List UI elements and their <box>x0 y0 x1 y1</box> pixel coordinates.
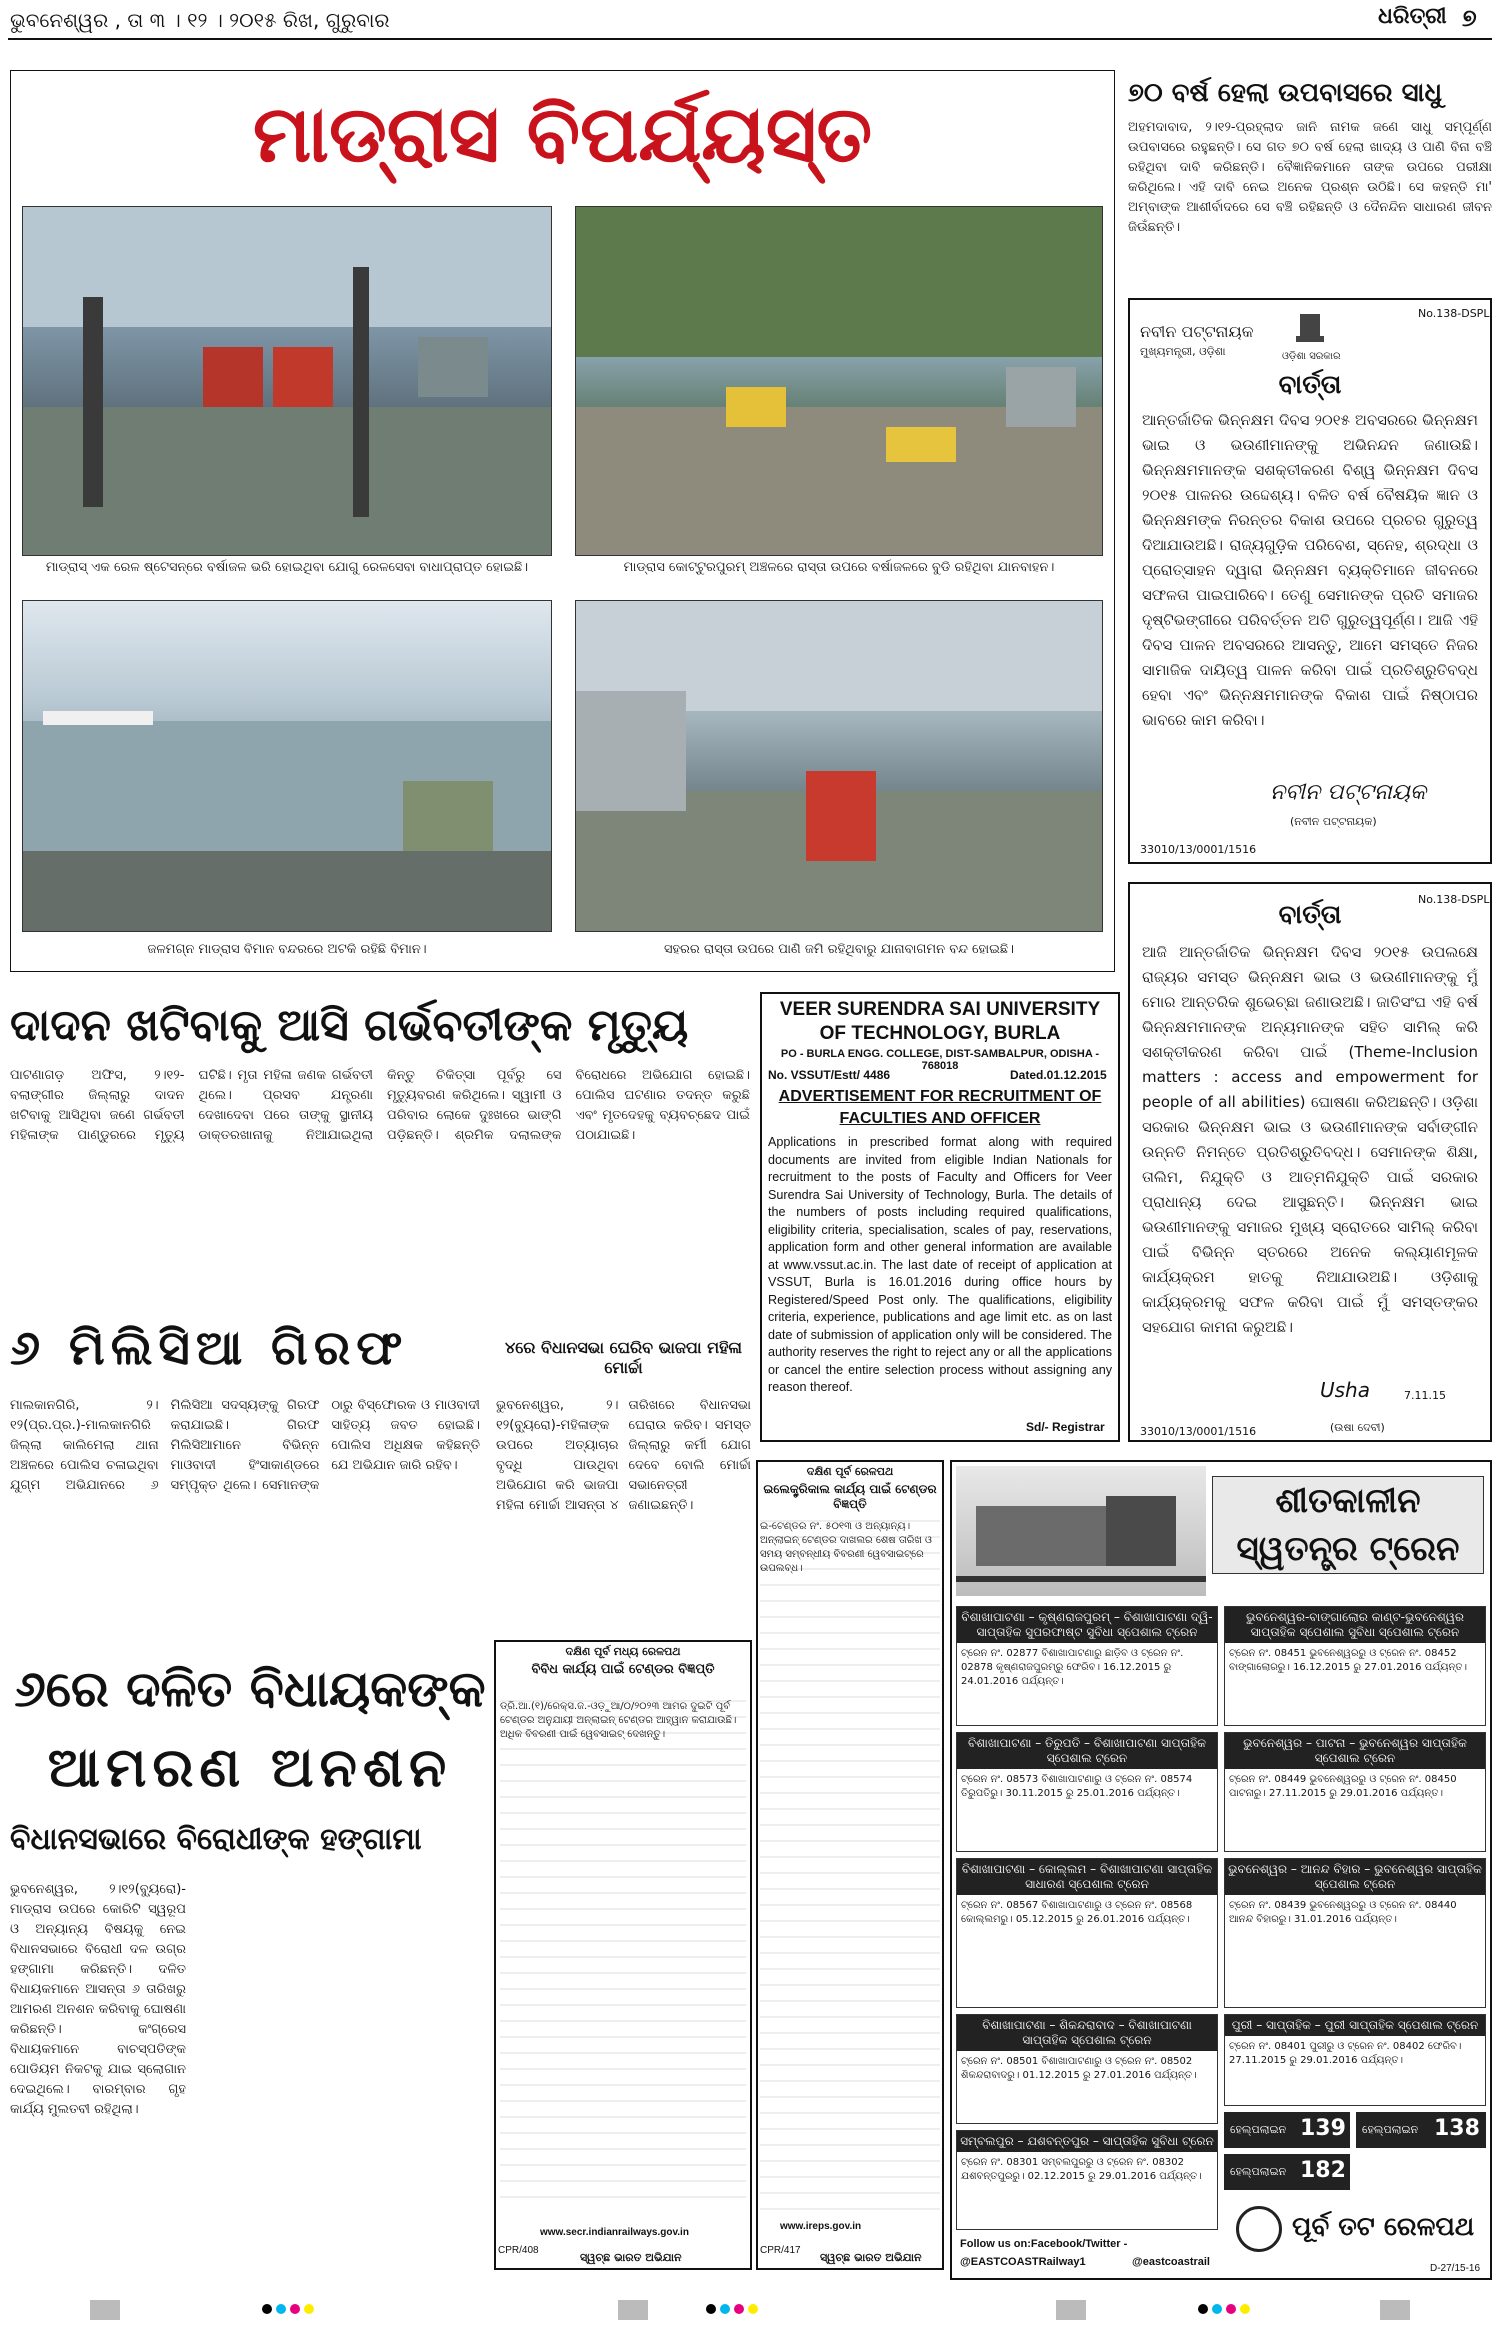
registration-dot <box>734 2304 744 2314</box>
train-route-text: ଟ୍ରେନ ନଂ. 08451 ଭୁବନେଶ୍ୱରରୁ ଓ ଟ୍ରେନ ନଂ. 08452 ବାଙ୍ଗାଲୋରରୁ। 16.12.2015 ରୁ 27.01.2016 ପର୍ଯ୍ୟନ୍ତ। <box>1229 1648 1468 1673</box>
bjp-headline: ୪ରେ ବିଧାନସଭା ଘେରିବ ଭାଜପା ମହିଳା ମୋର୍ଚ୍ଚା <box>504 1338 743 1377</box>
train-route-card <box>956 1858 1218 2008</box>
vssut-date: Dated.01.12.2015 <box>1010 1068 1107 1082</box>
tender1-title: ବିବିଧ କାର୍ଯ୍ୟ ପାଇଁ ଟେଣ୍ଡର ବିଜ୍ଞପ୍ତି <box>531 1662 715 1677</box>
dalit-headline-1: ୬ରେ ଦଳିତ ବିଧାୟକଙ୍କ <box>14 1660 486 1718</box>
registration-bar-mid <box>618 2300 648 2320</box>
tender1-body: ଡ୍ରି.ଆ.(୧)/ରେକ୍ସ.ଜ.-ଓଡ଼ୁଆ/୦/୨୦୨୩ ଆମର ଦୁଇଟି ପୂର୍ବ ଟେଣ୍ଡର ଅନୁଯାୟୀ ଅନ୍ଲାଇନ୍ ଟେଣ୍ଡର ଆହ୍ୱାନ କରାଯାଉଛି। ଅଧିକ ବିବରଣୀ ପାଇଁ ୱେବସାଇଟ୍ ଦେଖନ୍ତୁ। <box>500 1700 746 2200</box>
vssut-address: PO - BURLA ENGG. COLLEGE, DIST-SAMBALPUR, ODISHA - 768018 <box>780 1048 1100 1072</box>
header-rule <box>8 38 1492 40</box>
photo-vehicles-graphic <box>576 207 1103 556</box>
train-route-name: ବିଶାଖାପାଟଣା – ତିରୁପତି – ବିଶାଖାପାଟଣା ସାପ୍ତାହିକ ସ୍ପେଶାଲ ଟ୍ରେନ <box>957 1733 1217 1769</box>
train-route-text: ଟ୍ରେନ ନଂ. 08301 ସମ୍ବଲପୁରରୁ ଓ ଟ୍ରେନ ନଂ. 08302 ଯଶବନ୍ତପୁରରୁ। 02.12.2015 ରୁ 29.01.2016 ପର୍ଯ୍ୟନ୍ତ। <box>961 2157 1202 2182</box>
registration-dot <box>1240 2304 1250 2314</box>
train-photo <box>956 1466 1206 1596</box>
masthead-brand: ଧରିତ୍ରୀ <box>1378 4 1447 29</box>
notice1-body: ଆନ୍ତର୍ଜାତିକ ଭିନ୍ନକ୍ଷମ ଦିବସ ୨୦୧୫ ଅବସରରେ ଭିନ୍ନକ୍ଷମ ଭାଇ ଓ ଭଉଣୀମାନଙ୍କୁ ଅଭିନନ୍ଦନ ଜଣାଉଛି। ଭିନ୍ନକ୍ଷମମାନଙ୍କ ସଶକ୍ତୀକରଣ ବିଶ୍ୱ ଭିନ୍ନକ୍ଷମ ଦିବସ ୨୦୧୫ ପାଳନର ଉଦ୍ଦେଶ୍ୟ। ବଳିତ ବର୍ଷ ବୈଷୟିକ ଜ୍ଞାନ ଓ ଭିନ୍ନକ୍ଷମଙ୍କ ନିରନ୍ତର ବିକାଶ ଉପରେ ପ୍ରଚର ଗୁରୁତ୍ୱ ଦିଆଯାଉଅଛି। ରାଜ୍ୟଗୁଡ଼ିକ ପରିବେଶ, ସ୍ନେହ, ଶ୍ରଦ୍ଧା ଓ ପ୍ରୋତ୍ସାହନ ଦ୍ୱାରା ଭିନ୍ନକ୍ଷମ ବ୍ୟକ୍ତିମାନେ ଜୀବନରେ ସଫଳତା ପାଇପାରିବେ। ତେଣୁ ସେମାନଙ୍କ ପ୍ରତି ସମାଜର ଦୃଷ୍ଟିଭଙ୍ଗୀରେ ପରିବର୍ତ୍ତନ ଅତି ଗୁରୁତ୍ୱପୂର୍ଣ୍ଣ। ଆଜି ଏହି ଦିବସ ପାଳନ ଅବସରରେ ଆସନ୍ତୁ, ଆମେ ସମସ୍ତେ ନିଜର ସାମାଜିକ ଦାୟିତ୍ୱ ପାଳନ କରିବା ପାଇଁ ପ୍ରତିଶ୍ରୁତିବଦ୍ଧ ହେବା ଏବଂ ଭିନ୍ନକ୍ଷମମାନଙ୍କ ବିକାଶ ପାଇଁ ନିଷ୍ଠାପର ଭାବରେ କାମ କରିବା। <box>1142 411 1478 729</box>
photo-submerged-vehicles <box>575 206 1103 556</box>
notice2-code: No.138-DSPL <box>1418 893 1490 906</box>
registration-bar-right <box>1380 2300 1410 2320</box>
helpline-138-number: 138 <box>1434 2116 1480 2141</box>
tender1-org: ଦକ୍ଷିଣ ପୂର୍ବ ମଧ୍ୟ ରେଳପଥ <box>565 1645 681 1658</box>
photo-airport-graphic <box>23 601 552 932</box>
train-route-name: ବିଶାଖାପାଟଣା – କୃଷ୍ଣରାଜପୁରମ୍ – ବିଶାଖାପାଟଣା ଦ୍ୱି-ସାପ୍ତାହିକ ସୁପରଫାଷ୍ଟ ସୁବିଧା ସ୍ପେଶାଲ ଟ୍ରେନ <box>957 1607 1217 1643</box>
dalit-headline-2: ଆମରଣ ଅନଶନ <box>47 1736 453 1799</box>
train-route-text: ଟ୍ରେନ ନଂ. 08439 ଭୁବନେଶ୍ୱରରୁ ଓ ଟ୍ରେନ ନଂ. 08440 ଆନନ୍ଦ ବିହାରରୁ। 31.01.2016 ପର୍ଯ୍ୟନ୍ତ। <box>1229 1900 1457 1925</box>
train-route-name: ଭୁବନେଶ୍ୱର-ବାଙ୍ଗାଲୋର କାଣ୍ଟ-ଭୁବନେଶ୍ୱର ସାପ୍ତାହିକ ସ୍ପେଶାଲ ସୁବିଧା ସ୍ପେଶାଲ ଟ୍ରେନ <box>1225 1607 1485 1643</box>
photo-rail-station-graphic <box>23 207 552 556</box>
registration-bar-mid2 <box>1056 2300 1086 2320</box>
train-route-card <box>1224 1732 1486 1852</box>
train-route-text: ଟ୍ରେନ ନଂ. 08501 ବିଶାଖାପାଟଣାରୁ ଓ ଟ୍ରେନ ନଂ. 08502 ଶିକନ୍ଦରାବାଦରୁ। 01.12.2015 ରୁ 27.01.2016 ପର୍ଯ୍ୟନ୍ତ। <box>961 2056 1197 2081</box>
vssut-body: Applications in prescribed format along with required documents are invited from eligible Indian Nationals for recruitment to the posts of Faculty and Officers for Veer Surendra Sai University of Technology, Burla. The details of the numbers of posts including required qualifications, eligibility criteria, specialisation, scales of pay, reservations, application form and other general information are available at www.vssut.ac.in. The last date of receipt of application at VSSUT, Burla is 16.01.2016 during office hours by Registered/Speed Post only. The qualifications, eligibility criteria, experience, publications and age limit etc. as on last date of submission of application only will be considered. The authority reserves the right to reject any or all the applications or cancel the entire selection process without assigning any reason thereof. <box>768 1135 1112 1394</box>
train-handle-2: @eastcoastrail <box>1132 2256 1210 2268</box>
fast-story-headline: ୭୦ ବର୍ଷ ହେଲା ଉପବାସରେ ସାଧୁ <box>1128 78 1443 108</box>
registration-dot <box>262 2304 272 2314</box>
notice1-role: ମୁଖ୍ୟମନ୍ତ୍ରୀ, ଓଡ଼ିଶା <box>1140 345 1226 358</box>
photo-rail-station <box>22 206 552 556</box>
photo-airport <box>22 600 552 932</box>
registration-dot <box>720 2304 730 2314</box>
train-route-name: ସମ୍ବଲପୁର – ଯଶବନ୍ତପୁର – ସାପ୍ତାହିକ ସୁବିଧା ଟ୍ରେନ <box>957 2131 1217 2152</box>
vssut-university: VEER SURENDRA SAI UNIVERSITY OF TECHNOLOGY, BURLA <box>779 999 1101 1044</box>
train-route-text: ଟ୍ରେନ ନଂ. 08573 ବିଶାଖାପାଟଣାରୁ ଓ ଟ୍ରେନ ନଂ. 08574 ତିରୁପତିରୁ। 30.11.2015 ରୁ 25.01.2016 ପର୍ଯ୍ୟନ୍ତ। <box>961 1774 1193 1799</box>
bjp-body: ଭୁବନେଶ୍ୱର, ୨।୧୨(ବ୍ୟୁରୋ)-ମହିଳାଙ୍କ ଉପରେ ଅତ୍ୟାଚାର ବୃଦ୍ଧି ପାଉଥିବା ଅଭିଯୋଗ କରି ଭାଜପା ମହିଳା ମୋର୍ଚ୍ଚା ଆସନ୍ତା ୪ ତାରିଖରେ ବିଧାନସଭା ଘେରାଉ କରିବ। ସମସ୍ତ ଜିଲ୍ଲାରୁ କର୍ମୀ ଯୋଗ ଦେବେ ବୋଲି ମୋର୍ଚ୍ଚା ସଭାନେତ୍ରୀ ଜଣାଇଛନ୍ତି। <box>496 1398 751 1513</box>
helpline-139 <box>1224 2112 1350 2148</box>
helpline-182-label: ହେଲ୍ପଲାଇନ <box>1230 2165 1287 2178</box>
emblem-caption: ଓଡ଼ିଶା ସରକାର <box>1282 351 1341 362</box>
vssut-title: ADVERTISEMENT FOR RECRUITMENT OF FACULTIES AND OFFICER <box>778 1088 1102 1127</box>
page-number: ୭ <box>1462 4 1477 32</box>
tender2-body: ଇ-ଟେଣ୍ଡର ନଂ. ୫୦୧୩ ଓ ଅନ୍ୟାନ୍ୟ। ଅନ୍ଲାଇନ୍ ଟେଣ୍ଡର ଦାଖଲର ଶେଷ ତାରିଖ ଓ ସମୟ ସମ୍ବନ୍ଧୀୟ ବିବରଣୀ ୱେବସାଇଟ୍‌ରେ ଉପଲବ୍ଧ। <box>760 1520 940 2210</box>
train-route-card <box>956 2014 1218 2124</box>
train-route-card <box>1224 1606 1486 1726</box>
train-route-card <box>956 1606 1218 1726</box>
madras-headline: ମାଡ୍ରାସ ବିପର୍ଯ୍ୟସ୍ତ <box>252 90 873 180</box>
train-route-card <box>956 1732 1218 1852</box>
photo-street-graphic <box>576 601 1103 932</box>
helpline-139-number: 139 <box>1300 2116 1346 2141</box>
fast-story-body: ଅହମଦାବାଦ, ୨।୧୨-ପ୍ରହ୍ଲାଦ ଜାନି ନାମକ ଜଣେ ସାଧୁ ସମ୍ପୂର୍ଣ୍ଣ ଉପବାସରେ ରହୁଛନ୍ତି। ସେ ଗତ ୭୦ ବର୍ଷ ହେଲା ଖାଦ୍ୟ ଓ ପାଣି ବିନା ବଞ୍ଚି ରହିଥିବା ଦାବି କରିଛନ୍ତି। ବୈଜ୍ଞାନିକମାନେ ତାଙ୍କ ଉପରେ ପରୀକ୍ଷା କରିଥିଲେ। ଏହି ଦାବି ନେଇ ଅନେକ ପ୍ରଶ୍ନ ଉଠିଛି। ସେ କହନ୍ତି ମା' ଅମ୍ବାଙ୍କ ଆଶୀର୍ବାଦରେ ସେ ବଞ୍ଚି ରହିଛନ୍ତି ଓ ଦୈନନ୍ଦିନ ସାଧାରଣ ଜୀବନ ଜିଉଁଛନ୍ତି। <box>1128 120 1492 235</box>
train-route-name: ଭୁବନେଶ୍ୱର – ପାଟନା – ଭୁବନେଶ୍ୱର ସାପ୍ତାହିକ ସ୍ପେଶାଲ ଟ୍ରେନ <box>1225 1733 1485 1769</box>
tender1-slogan: ସ୍ୱଚ୍ଛ ଭାରତ ଅଭିଯାନ <box>580 2251 682 2264</box>
train-org: ପୂର୍ବ ତଟ ରେଳପଥ <box>1292 2212 1475 2242</box>
dalit-subhead: ବିଧାନସଭାରେ ବିରୋଧୀଙ୍କ ହଙ୍ଗାମା <box>10 1822 422 1857</box>
train-route-name: ବିଶାଖାପାଟଣା – କୋଲ୍ଲମ – ବିଶାଖାପାଟଣା ସାପ୍ତାହିକ ସାଧାରଣ ସ୍ପେଶାଲ ଟ୍ରେନ <box>957 1859 1217 1895</box>
registration-dot <box>1198 2304 1208 2314</box>
registration-dot <box>290 2304 300 2314</box>
train-icon <box>956 1466 1206 1596</box>
notice1-signature: ନବୀନ ପଟ୍ଟନାୟକ <box>1270 780 1427 805</box>
notice1-sign-caption: (ନବୀନ ପଟ୍ଟନାୟକ) <box>1290 815 1377 828</box>
notice2-signature: Usha <box>1320 1378 1370 1402</box>
notice2-title: ବାର୍ତ୍ତା <box>1278 900 1342 930</box>
notice2-sign-date: 7.11.15 <box>1404 1389 1446 1402</box>
train-handle: @EASTCOASTRailway1 <box>960 2256 1086 2268</box>
tender2-web: www.ireps.gov.in <box>780 2221 862 2232</box>
registration-dot <box>276 2304 286 2314</box>
caption-rail-station: ମାଡ୍ରାସ୍‌ ଏକ ରେଳ ଷ୍ଟେସନ୍‌ରେ ବର୍ଷାଜଳ ଭରି ହୋଇଥିବା ଯୋଗୁ ରେଳସେବା ବାଧାପ୍ରାପ୍ତ ହୋଇଛି। <box>45 560 529 575</box>
tender2-title: ଇଲେକ୍ଟ୍ରିକାଲ କାର୍ଯ୍ୟ ପାଇଁ ଟେଣ୍ଡର ବିଜ୍ଞପ୍ତି <box>763 1482 937 1511</box>
train-route-text: ଟ୍ରେନ ନଂ. 08567 ବିଶାଖାପାଟଣାରୁ ଓ ଟ୍ରେନ ନଂ. 08568 କୋଲ୍ଲମରୁ। 05.12.2015 ରୁ 26.01.2016 ପର୍ଯ୍ୟନ୍ତ। <box>961 1900 1193 1925</box>
dalit-body: ଭୁବନେଶ୍ୱର, ୨।୧୨(ବ୍ୟୁରୋ)- ମାଡ୍ରାସ ଉପରେ କୋରିଟି ସ୍ୱରୂପ ଓ ଅନ୍ୟାନ୍ୟ ବିଷୟକୁ ନେଇ ବିଧାନସଭାରେ ବିରୋଧୀ ଦଳ ଉଗ୍ର ହଙ୍ଗାମା କରିଛନ୍ତି। ଦଳିତ ବିଧାୟକମାନେ ଆସନ୍ତା ୬ ତାରିଖରୁ ଆମରଣ ଅନଶନ କରିବାକୁ ଘୋଷଣା କରିଛନ୍ତି। କଂଗ୍ରେସ ବିଧାୟକମାନେ ବାଚସ୍ପତିଙ୍କ ପୋଡିୟମ ନିକଟକୁ ଯାଇ ସ୍ଲୋଗାନ ଦେଇଥିଲେ। ବାରମ୍ବାର ଗୃହ କାର୍ଯ୍ୟ ମୁଲତବୀ ରହିଥିଲା। <box>10 1882 186 2117</box>
train-route-name: ଭୁବନେଶ୍ୱର – ଆନନ୍ଦ ବିହାର – ଭୁବନେଶ୍ୱର ସାପ୍ତାହିକ ସ୍ପେଶାଲ ଟ୍ରେନ <box>1225 1859 1485 1895</box>
registration-dot <box>1212 2304 1222 2314</box>
notice1-name: ନବୀନ ପଟ୍ଟନାୟକ <box>1140 322 1254 341</box>
vssut-sign: Sd/- Registrar <box>1026 1420 1105 1434</box>
caption-airport: ଜଳମଗ୍ନ ମାଡ୍ରାସ ବିମାନ ବନ୍ଦରରେ ଅଟକି ରହିଛି ବିମାନ। <box>147 942 427 957</box>
helpline-138 <box>1356 2112 1486 2148</box>
notice1-title: ବାର୍ତ୍ତା <box>1278 370 1342 400</box>
helpline-182 <box>1224 2154 1350 2190</box>
train-follow: Follow us on:Facebook/Twitter - <box>960 2238 1128 2250</box>
notice2-body: ଆଜି ଆନ୍ତର୍ଜାତିକ ଭିନ୍ନକ୍ଷମ ଦିବସ ୨୦୧୫ ଉପଲକ୍ଷେ ରାଜ୍ୟର ସମସ୍ତ ଭିନ୍ନକ୍ଷମ ଭାଇ ଓ ଭଉଣୀମାନଙ୍କୁ ମୁଁ ମୋର ଆନ୍ତରିକ ଶୁଭେଚ୍ଛା ଜଣାଉଅଛି। ଜାତିସଂଘ ଏହି ବର୍ଷ ଭିନ୍ନକ୍ଷମମାନଙ୍କ ଅନ୍ୟମାନଙ୍କ ସହିତ ସାମିଲ୍ କରି ସଶକ୍ତୀକରଣ କରିବା ପାଇଁ (Theme-Inclusion matters : access and empowerment for people of all abilities) ଘୋଷଣା କରିଅଛନ୍ତି। ଓଡ଼ିଶା ସରକାର ଭିନ୍ନକ୍ଷମ ଭାଇ ଓ ଭଉଣୀମାନଙ୍କ ସର୍ବାଙ୍ଗୀନ ଉନ୍ନତି ନିମନ୍ତେ ପ୍ରତିଶ୍ରୁତିବଦ୍ଧ। ସେମାନଙ୍କ ଶିକ୍ଷା, ତାଲିମ, ନିଯୁକ୍ତି ଓ ଆତ୍ମନିଯୁକ୍ତି ପାଇଁ ସରକାର ପ୍ରାଧାନ୍ୟ ଦେଇ ଆସୁଛନ୍ତି। ଭିନ୍ନକ୍ଷମ ଭାଇ ଭଉଣୀମାନଙ୍କୁ ସମାଜର ମୁଖ୍ୟ ସ୍ରୋତରେ ସାମିଲ୍ କରିବା ପାଇଁ ବିଭିନ୍ନ ସ୍ତରରେ ଅନେକ କଲ୍ୟାଣମୂଳକ କାର୍ଯ୍ୟକ୍ରମ ହାତକୁ ନିଆଯାଉଅଛି। ଓଡ଼ିଶାକୁ କାର୍ଯ୍ୟକ୍ରମକୁ ସଫଳ କରିବା ପାଇଁ ମୁଁ ସମସ୍ତଙ୍କର ସହଯୋଗ କାମନା କରୁଅଛି। <box>1142 943 1478 1336</box>
caption-vehicles: ମାଡ୍ରାସ କୋଟ୍ଟୁରପୁରମ୍ ଅଞ୍ଚଳରେ ରାସ୍ତା ଉପରେ ବର୍ଷାଜଳରେ ବୁଡି ରହିଥିବା ଯାନବାହନ। <box>623 560 1055 575</box>
train-route-card <box>1224 2014 1486 2106</box>
dadan-body: ପାଟଣାଗଡ଼ ଅଫିସ, ୨।୧୨-ବଲାଙ୍ଗୀର ଜିଲ୍ଲାରୁ ଦାଦନ ଖଟିବାକୁ ଆସିଥିବା ଜଣେ ଗର୍ଭବତୀ ମହିଳାଙ୍କ ପାଣ୍ଡୁରରେ ମୃତ୍ୟୁ ଘଟିଛି। ମୃତା ମହିଳା ଜଣକ ଗର୍ଭବତୀ ଥିଲେ। ପ୍ରସବ ଯନ୍ତ୍ରଣା ଦେଖାଦେବା ପରେ ତାଙ୍କୁ ସ୍ଥାନୀୟ ଡାକ୍ତରଖାନାକୁ ନିଆଯାଇଥିଲା କିନ୍ତୁ ଚିକିତ୍ସା ପୂର୍ବରୁ ସେ ମୃତ୍ୟୁବରଣ କରିଥିଲେ। ସ୍ୱାମୀ ଓ ପରିବାର ଲୋକେ ଦୁଃଖରେ ଭାଙ୍ଗି ପଡ଼ିଛନ୍ତି। ଶ୍ରମିକ ଦଲାଲଙ୍କ ବିରୋଧରେ ଅଭିଯୋଗ ହୋଇଛି। ପୋଲିସ ଘଟଣାର ତଦନ୍ତ କରୁଛି ଏବଂ ମୃତଦେହକୁ ବ୍ୟବଚ୍ଛେଦ ପାଇଁ ପଠାଯାଇଛି। <box>10 1068 750 1143</box>
registration-dot <box>748 2304 758 2314</box>
notice2-sign-caption: (ଉଷା ଦେବୀ) <box>1330 1421 1385 1434</box>
notice1-code: No.138-DSPL <box>1418 307 1490 320</box>
registration-bar-left <box>90 2300 120 2320</box>
vssut-ref: No. VSSUT/Estt/ 4486 <box>768 1068 891 1082</box>
tender2-org: ଦକ୍ଷିଣ ପୂର୍ବ ରେଳପଥ <box>806 1465 894 1478</box>
train-route-text: ଟ୍ରେନ ନଂ. 08401 ପୁରୀରୁ ଓ ଟ୍ରେନ ନଂ. 08402 ଫେରିବ। 27.11.2015 ରୁ 29.01.2016 ପର୍ଯ୍ୟନ୍ତ। <box>1229 2041 1462 2066</box>
train-route-card <box>1224 1858 1486 2008</box>
train-ref: D-27/15-16 <box>1430 2263 1481 2274</box>
train-route-text: ଟ୍ରେନ ନଂ. 08449 ଭୁବନେଶ୍ୱରରୁ ଓ ଟ୍ରେନ ନଂ. 08450 ପାଟନାରୁ। 27.11.2015 ରୁ 29.01.2016 ପର୍ଯ୍ୟନ୍ତ। <box>1229 1774 1457 1799</box>
train-route-name: ପୁରୀ – ସାପ୍ତାହିକ – ପୁରୀ ସାପ୍ତାହିକ ସ୍ପେଶାଲ ଟ୍ରେନ <box>1225 2015 1485 2036</box>
tender2-ref: CPR/417 <box>760 2245 801 2256</box>
train-route-name: ବିଶାଖାପାଟଣା – ଶିକନ୍ଦରାବାଦ – ବିଶାଖାପାଟଣା ସାପ୍ତାହିକ ସ୍ପେଶାଲ ଟ୍ରେନ <box>957 2015 1217 2051</box>
train-route-card <box>956 2130 1218 2230</box>
registration-dot <box>706 2304 716 2314</box>
train-title: ଶୀତକାଳୀନ ସ୍ୱତନ୍ତ୍ର ଟ୍ରେନ <box>1212 1476 1484 1574</box>
registration-dot <box>304 2304 314 2314</box>
helpline-138-label: ହେଲ୍ପଲାଇନ <box>1362 2123 1419 2136</box>
helpline-139-label: ହେଲ୍ପଲାଇନ <box>1230 2123 1287 2136</box>
caption-street: ସହରର ରାସ୍ତା ଉପରେ ପାଣି ଜମି ରହିଥିବାରୁ ଯାନାବାଗମନ ବନ୍ଦ ହୋଇଛି। <box>664 942 1014 957</box>
tender1-ref: CPR/408 <box>498 2245 539 2256</box>
railway-logo-icon <box>1236 2206 1282 2252</box>
train-route-text: ଟ୍ରେନ ନଂ. 02877 ବିଶାଖାପାଟଣାରୁ ଛାଡ଼ିବ ଓ ଟ୍ରେନ ନଂ. 02878 କୃଷ୍ଣରାଜପୁରମ୍‌ରୁ ଫେରିବ। 16.12.2015 ରୁ 24.01.2016 ପର୍ଯ୍ୟନ୍ତ। <box>961 1648 1184 1687</box>
dadan-headline: ଦାଦନ ଖଟିବାକୁ ଆସି ଗର୍ଭବତୀଙ୍କ ମୃତ୍ୟୁ <box>10 1000 689 1051</box>
girafa-headline: ୬ ମିଲିସିଆ ଗିରଫ <box>10 1320 409 1376</box>
photo-flooded-street <box>575 600 1103 932</box>
girafa-body: ମାଲକାନଗିରି, ୨।୧୨(ପ୍ର.ପ୍ର.)-ମାଲକାନଗିରି ଜିଲ୍ଲା କାଲିମେଲା ଥାନା ଅଞ୍ଚଳରେ ପୋଲିସ ଚଳାଇଥିବା ଯୁଗ୍ମ ଅଭିଯାନରେ ୬ ମିଲିସିଆ ସଦସ୍ୟଙ୍କୁ ଗିରଫ କରାଯାଇଛି। ଗିରଫ ମିଲିସିଆମାନେ ବିଭିନ୍ନ ମାଓବାଦୀ ହିଂସାକାଣ୍ଡରେ ସମ୍ପୃକ୍ତ ଥିଲେ। ସେମାନଙ୍କ ଠାରୁ ବିସ୍ଫୋରକ ଓ ମାଓବାଦୀ ସାହିତ୍ୟ ଜବତ ହୋଇଛି। ପୋଲିସ ଅଧିକ୍ଷକ କହିଛନ୍ତି ଯେ ଅଭିଯାନ ଜାରି ରହିବ। <box>10 1398 480 1493</box>
notice2-ref: 33010/13/0001/1516 <box>1140 1425 1257 1438</box>
emblem-icon <box>1292 310 1328 346</box>
tender2-slogan: ସ୍ୱଚ୍ଛ ଭାରତ ଅଭିଯାନ <box>820 2251 922 2264</box>
registration-dot <box>1226 2304 1236 2314</box>
notice1-ref: 33010/13/0001/1516 <box>1140 843 1257 856</box>
dateline: ଭୁବନେଶ୍ୱର , ତା ୩ । ୧୨ । ୨୦୧୫ ରିଖ, ଗୁରୁବାର <box>10 8 390 32</box>
tender1-web: www.secr.indianrailways.gov.in <box>540 2227 689 2238</box>
helpline-182-number: 182 <box>1300 2158 1346 2183</box>
